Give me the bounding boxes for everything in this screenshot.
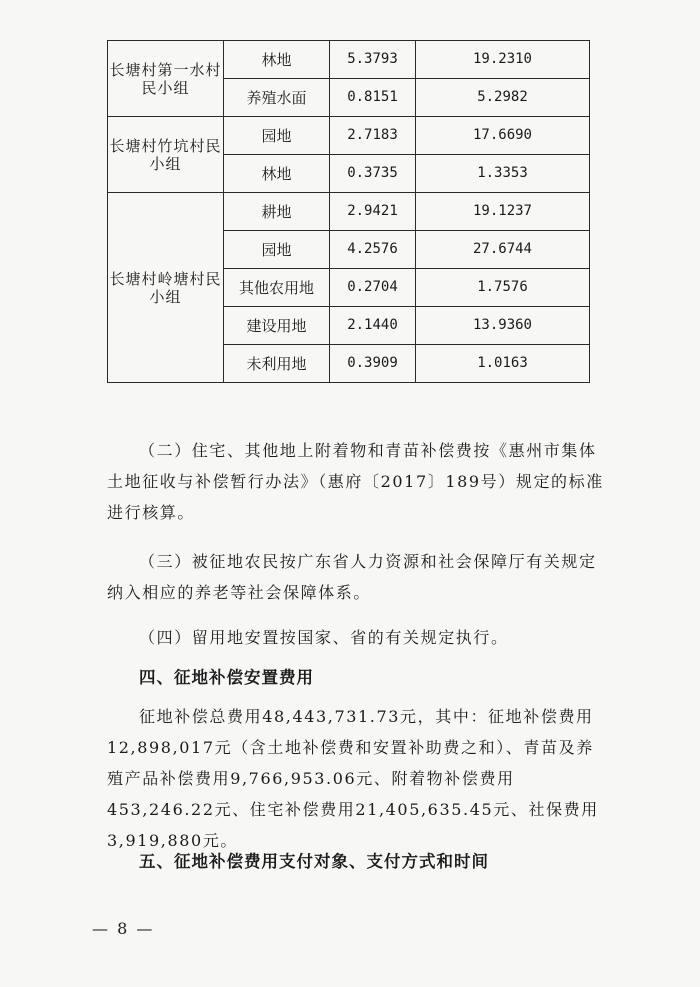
area-cell: 5.3793 [330,41,416,79]
amount-cell: 1.7576 [416,269,590,307]
table-row [108,193,590,231]
amount-cell: 13.9360 [416,307,590,345]
paragraph-total-cost: 征地补偿总费用48,443,731.73元，其中：征地补偿费用12,898,017元（含土地补偿费和安置补助费之和）、青苗及养殖产品补偿费用9,766,953.06元、附着物补偿费用453,246.22元、住宅补偿费用21,405,635.45元、社保费用3,919,880元。 [107,707,599,850]
amount-cell: 19.1237 [416,193,590,231]
land-type-cell: 耕地 [224,193,330,231]
land-type-cell: 其他农用地 [224,269,330,307]
land-type-cell: 园地 [224,117,330,155]
land-type-cell: 未利用地 [224,345,330,383]
amount-cell: 19.2310 [416,41,590,79]
area-cell: 2.1440 [330,307,416,345]
land-type-cell: 建设用地 [224,307,330,345]
area-cell: 0.3735 [330,155,416,193]
area-cell: 0.2704 [330,269,416,307]
table-row [108,41,590,79]
amount-cell: 27.6744 [416,231,590,269]
page-number: — 8 — [92,919,155,938]
group-name-cell: 长塘村竹坑村民小组 [108,117,224,193]
area-cell: 4.2576 [330,231,416,269]
land-type-cell: 园地 [224,231,330,269]
amount-cell: 1.0163 [416,345,590,383]
group-name-cell: 长塘村第一水村民小组 [108,41,224,117]
land-type-cell: 林地 [224,155,330,193]
group-name-cell: 长塘村岭塘村民小组 [108,193,224,383]
amount-cell: 1.3353 [416,155,590,193]
amount-cell: 17.6690 [416,117,590,155]
compensation-table [107,40,590,383]
area-cell: 0.3909 [330,345,416,383]
paragraph-reserved-land: （四）留用地安置按国家、省的有关规定执行。 [139,628,509,647]
paragraph-residential-compensation: （二）住宅、其他地上附着物和青苗补偿费按《惠州市集体土地征收与补偿暂行办法》（惠府〔2017〕189号）规定的标准进行核算。 [107,441,604,522]
amount-cell: 5.2982 [416,79,590,117]
land-type-cell: 养殖水面 [224,79,330,117]
heading-section-five: 五、征地补偿费用支付对象、支付方式和时间 [139,852,489,871]
area-cell: 0.8151 [330,79,416,117]
table-row [108,117,590,155]
land-type-cell: 林地 [224,41,330,79]
heading-section-four: 四、征地补偿安置费用 [139,668,314,687]
paragraph-social-security: （三）被征地农民按广东省人力资源和社会保障厅有关规定纳入相应的养老等社会保障体系。 [107,552,597,602]
area-cell: 2.9421 [330,193,416,231]
area-cell: 2.7183 [330,117,416,155]
